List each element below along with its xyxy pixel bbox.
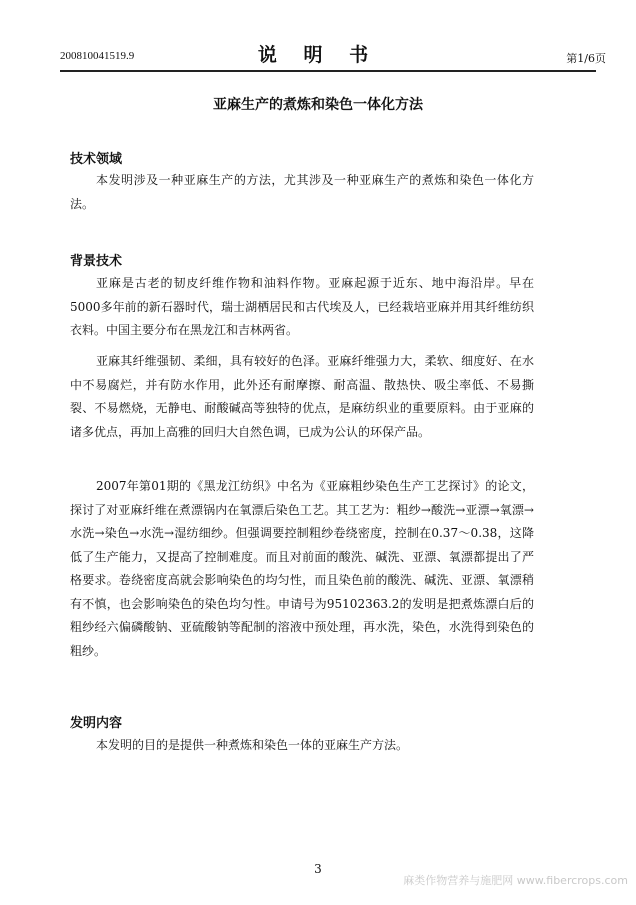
paragraph: 亚麻其纤维强韧、柔细，具有较好的色泽。亚麻纤维强力大，柔软、细度好、在水中不易腐烂，并有防水作用，此外还有耐摩擦、耐高温、散热快、吸尘率低、不易撕裂、不易燃烧，无静电、耐酸碱高等独特的优点，是麻纺织业的重要原料。由于亚麻的诸多优点，再加上高雅的回归大自然色调，已成为公认的环保产品。 <box>70 354 534 439</box>
paragraph: 亚麻是古老的韧皮纤维作物和油料作物。亚麻起源于近东、地中海沿岸。早在5000多年前的新石器时代，瑞士湖栖居民和古代埃及人，已经栽培亚麻并用其纤维纺织衣料。中国主要分布在黑龙江和吉林两省。 <box>70 276 534 337</box>
document-title: 亚麻生产的煮炼和染色一体化方法 <box>213 97 423 113</box>
paragraph: 本发明涉及一种亚麻生产的方法，尤其涉及一种亚麻生产的煮炼和染色一体化方法。 <box>70 173 534 211</box>
page-number: 3 <box>314 862 322 876</box>
paragraph: 本发明的目的是提供一种煮炼和染色一体的亚麻生产方法。 <box>96 738 409 752</box>
watermark: 麻类作物营养与施肥网 www.fibercrops.com <box>403 874 628 887</box>
page-indicator: 第1/6页 <box>566 52 606 65</box>
application-number: 200810041519.9 <box>60 50 135 62</box>
paragraph: 2007年第01期的《黑龙江纺织》中名为《亚麻粗纱染色生产工艺探讨》的论文，探讨了对亚麻纤维在煮漂锅内在氧漂后染色工艺。其工艺为：粗纱→酸洗→亚漂→氧漂→水洗→染色→水洗→湿纺细纱。但强调要控制粗纱卷绕密度，控制在0.37～0.38，这降低了生产能力，又提高了控制难度。而且对前面的酸洗、碱洗、亚漂、氧漂都提出了严格要求。卷绕密度高就会影响染色的均匀性，而且染色前的酸洗、碱洗、亚漂、氧漂稍有不慎，也会影响染色的染色均匀性。申请号为95102363.2的发明是把煮炼漂白后的粗纱经六偏磷酸钠、亚硫酸钠等配制的溶液中预处理，再水洗，染色，水洗得到染色的粗纱。 <box>70 479 534 658</box>
section-heading-summary: 发明内容 <box>70 716 123 731</box>
page-header <box>0 40 636 70</box>
header-rule <box>60 70 596 72</box>
section-heading-field: 技术领域 <box>70 152 123 167</box>
section-heading-background: 背景技术 <box>70 254 123 269</box>
document-type-title: 说 明 书 <box>257 44 379 66</box>
